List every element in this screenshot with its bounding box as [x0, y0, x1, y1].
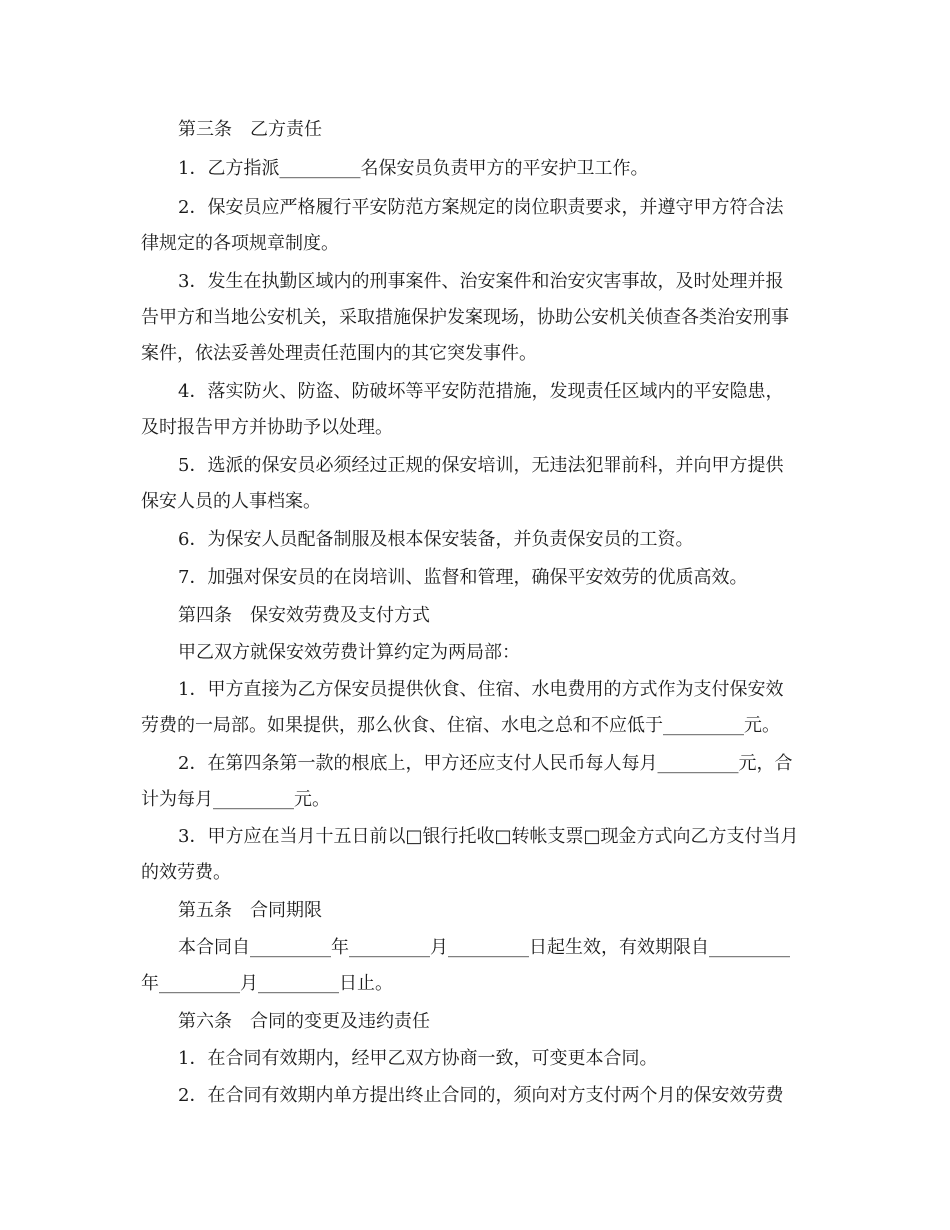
text-line: 告甲方和当地公安机关，采取措施保护发案现场，协助公安机关侦查各类治安刑事: [141, 307, 789, 328]
article-3-heading: 第三条 乙方责任: [178, 119, 322, 140]
article-6-clause-2: 2．在合同有效期内单方提出终止合同的，须向对方支付两个月的保安效劳费: [178, 1085, 784, 1106]
article-3-clause-2: 2．保安员应严格履行平安防范方案规定的岗位职责要求，并遵守甲方符合法: [178, 197, 784, 218]
text-line: 劳费的一局部。如果提供，那么伙食、住宿、水电之总和不应低于_________元。: [141, 715, 780, 736]
article-3-clause-4: 4．落实防火、防盗、防破坏等平安防范措施，发现责任区域内的平安隐患，: [178, 381, 784, 402]
text-line: 的效劳费。: [141, 862, 231, 883]
text-line: 及时报告甲方并协助予以处理。: [141, 417, 393, 438]
text-line: 年_________月_________日止。: [141, 973, 393, 994]
article-4-intro: 甲乙双方就保安效劳费计算约定为两局部：: [178, 642, 520, 663]
article-3-clause-7: 7．加强对保安员的在岗培训、监督和管理，确保平安效劳的优质高效。: [178, 567, 748, 588]
article-3-clause-6: 6．为保安人员配备制服及根本保安装备，并负责保安员的工资。: [178, 529, 694, 550]
article-6-heading: 第六条 合同的变更及违约责任: [178, 1011, 430, 1032]
text-line: 计为每月_________元。: [141, 789, 330, 810]
article-4-clause-3: 3．甲方应在当月十五日前以□银行托收□转帐支票□现金方式向乙方支付当月: [178, 826, 799, 847]
article-6-clause-1: 1．在合同有效期内，经甲乙双方协商一致，可变更本合同。: [178, 1048, 658, 1069]
text-line: 保安人员的人事档案。: [141, 491, 321, 512]
text-line: 律规定的各项规章制度。: [141, 233, 339, 254]
article-3-clause-5: 5．选派的保安员必须经过正规的保安培训，无违法犯罪前科，并向甲方提供: [178, 455, 784, 476]
article-4-clause-2: 2．在第四条第一款的根底上，甲方还应支付人民币每人每月_________元，合: [178, 753, 793, 774]
article-3-clause-1: 1．乙方指派_________名保安员负责甲方的平安护卫工作。: [178, 158, 649, 179]
article-5-heading: 第五条 合同期限: [178, 900, 322, 921]
article-4-clause-1: 1．甲方直接为乙方保安员提供伙食、住宿、水电费用的方式作为支付保安效: [178, 679, 784, 700]
article-4-heading: 第四条 保安效劳费及支付方式: [178, 605, 430, 626]
article-3-clause-3: 3．发生在执勤区域内的刑事案件、治安案件和治安灾害事故，及时处理并报: [178, 271, 784, 292]
article-5-clause: 本合同自_________年_________月_________日起生效，有效期限自_________: [178, 937, 790, 958]
text-line: 案件，依法妥善处理责任范围内的其它突发事件。: [141, 343, 537, 364]
